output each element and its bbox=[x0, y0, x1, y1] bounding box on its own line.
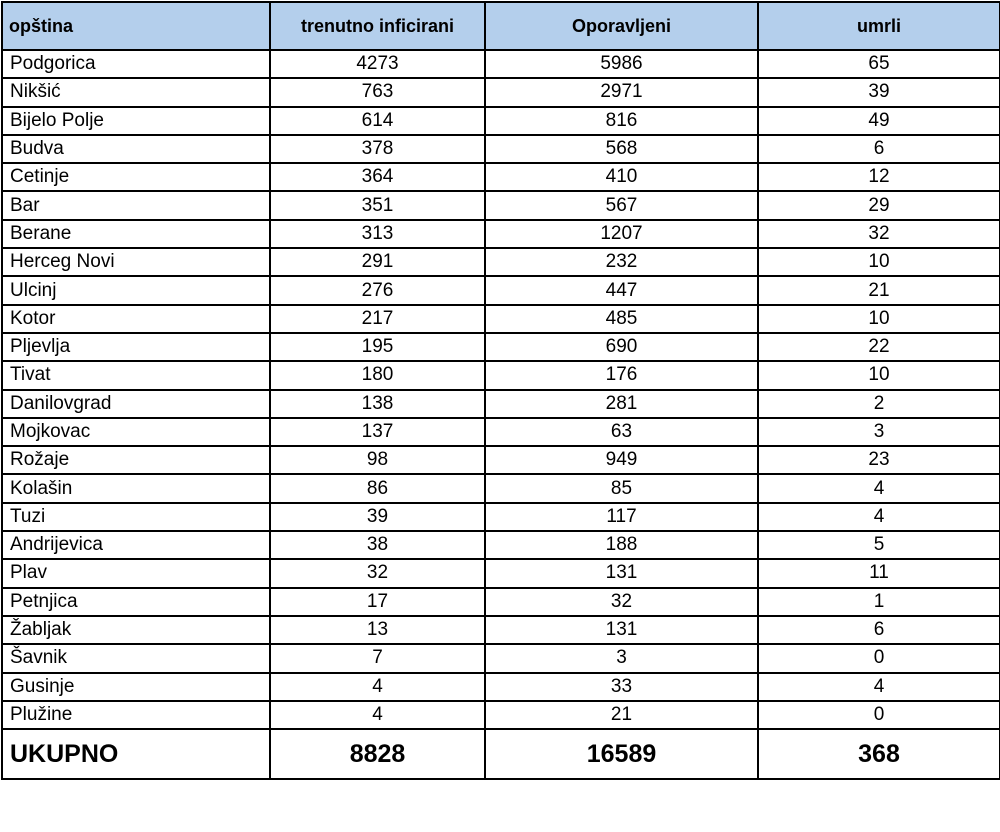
recovered-value: 447 bbox=[485, 276, 758, 304]
recovered-value: 568 bbox=[485, 135, 758, 163]
table-row bbox=[2, 616, 1000, 644]
currently-infected-value: 614 bbox=[270, 107, 485, 135]
currently-infected-value: 180 bbox=[270, 361, 485, 389]
header-row bbox=[2, 2, 1000, 50]
deceased-value: 12 bbox=[758, 163, 1000, 191]
deceased-value: 39 bbox=[758, 78, 1000, 106]
municipality-name: Mojkovac bbox=[2, 418, 270, 446]
currently-infected-value: 378 bbox=[270, 135, 485, 163]
municipality-name: Podgorica bbox=[2, 50, 270, 78]
municipality-name: Bar bbox=[2, 191, 270, 219]
deceased-value: 10 bbox=[758, 361, 1000, 389]
municipality-name: Budva bbox=[2, 135, 270, 163]
municipality-name: Herceg Novi bbox=[2, 248, 270, 276]
total-deceased: 368 bbox=[758, 729, 1000, 779]
municipality-name: Danilovgrad bbox=[2, 390, 270, 418]
currently-infected-value: 4273 bbox=[270, 50, 485, 78]
recovered-value: 85 bbox=[485, 474, 758, 502]
table-row bbox=[2, 220, 1000, 248]
recovered-value: 188 bbox=[485, 531, 758, 559]
total-currently-infected: 8828 bbox=[270, 729, 485, 779]
currently-infected-value: 195 bbox=[270, 333, 485, 361]
total-recovered: 16589 bbox=[485, 729, 758, 779]
currently-infected-value: 32 bbox=[270, 559, 485, 587]
table-row bbox=[2, 390, 1000, 418]
recovered-value: 485 bbox=[485, 305, 758, 333]
table-row bbox=[2, 191, 1000, 219]
recovered-value: 816 bbox=[485, 107, 758, 135]
currently-infected-value: 276 bbox=[270, 276, 485, 304]
table-row bbox=[2, 305, 1000, 333]
table-row bbox=[2, 361, 1000, 389]
municipality-name: Kotor bbox=[2, 305, 270, 333]
recovered-value: 5986 bbox=[485, 50, 758, 78]
table-row bbox=[2, 50, 1000, 78]
municipality-name: Žabljak bbox=[2, 616, 270, 644]
deceased-value: 65 bbox=[758, 50, 1000, 78]
recovered-value: 131 bbox=[485, 616, 758, 644]
table-row bbox=[2, 474, 1000, 502]
table-row bbox=[2, 163, 1000, 191]
table-row bbox=[2, 559, 1000, 587]
currently-infected-value: 4 bbox=[270, 701, 485, 729]
recovered-value: 232 bbox=[485, 248, 758, 276]
total-row bbox=[2, 729, 1000, 779]
deceased-value: 11 bbox=[758, 559, 1000, 587]
currently-infected-value: 39 bbox=[270, 503, 485, 531]
deceased-value: 22 bbox=[758, 333, 1000, 361]
currently-infected-value: 4 bbox=[270, 673, 485, 701]
recovered-value: 63 bbox=[485, 418, 758, 446]
currently-infected-value: 98 bbox=[270, 446, 485, 474]
municipality-name: Gusinje bbox=[2, 673, 270, 701]
table-row bbox=[2, 276, 1000, 304]
municipality-name: Bijelo Polje bbox=[2, 107, 270, 135]
deceased-value: 3 bbox=[758, 418, 1000, 446]
municipality-name: Plužine bbox=[2, 701, 270, 729]
deceased-value: 4 bbox=[758, 474, 1000, 502]
municipality-name: Tivat bbox=[2, 361, 270, 389]
currently-infected-value: 351 bbox=[270, 191, 485, 219]
municipality-name: Kolašin bbox=[2, 474, 270, 502]
table-row bbox=[2, 107, 1000, 135]
table-row bbox=[2, 446, 1000, 474]
deceased-value: 32 bbox=[758, 220, 1000, 248]
currently-infected-value: 86 bbox=[270, 474, 485, 502]
recovered-value: 949 bbox=[485, 446, 758, 474]
recovered-value: 3 bbox=[485, 644, 758, 672]
currently-infected-value: 138 bbox=[270, 390, 485, 418]
recovered-value: 2971 bbox=[485, 78, 758, 106]
deceased-value: 23 bbox=[758, 446, 1000, 474]
column-header-recovered: Oporavljeni bbox=[485, 2, 758, 50]
table-row bbox=[2, 531, 1000, 559]
municipality-name: Tuzi bbox=[2, 503, 270, 531]
column-header-deceased: umrli bbox=[758, 2, 1000, 50]
deceased-value: 10 bbox=[758, 248, 1000, 276]
table-row bbox=[2, 588, 1000, 616]
deceased-value: 2 bbox=[758, 390, 1000, 418]
recovered-value: 33 bbox=[485, 673, 758, 701]
table-row bbox=[2, 248, 1000, 276]
recovered-value: 21 bbox=[485, 701, 758, 729]
municipality-name: Pljevlja bbox=[2, 333, 270, 361]
column-header-municipality: opština bbox=[2, 2, 270, 50]
table-row bbox=[2, 418, 1000, 446]
deceased-value: 4 bbox=[758, 503, 1000, 531]
deceased-value: 0 bbox=[758, 644, 1000, 672]
municipality-name: Andrijevica bbox=[2, 531, 270, 559]
deceased-value: 10 bbox=[758, 305, 1000, 333]
deceased-value: 4 bbox=[758, 673, 1000, 701]
recovered-value: 176 bbox=[485, 361, 758, 389]
table-row bbox=[2, 673, 1000, 701]
deceased-value: 6 bbox=[758, 616, 1000, 644]
deceased-value: 5 bbox=[758, 531, 1000, 559]
table-row bbox=[2, 333, 1000, 361]
currently-infected-value: 313 bbox=[270, 220, 485, 248]
currently-infected-value: 137 bbox=[270, 418, 485, 446]
currently-infected-value: 364 bbox=[270, 163, 485, 191]
municipality-name: Ulcinj bbox=[2, 276, 270, 304]
municipality-name: Rožaje bbox=[2, 446, 270, 474]
deceased-value: 1 bbox=[758, 588, 1000, 616]
municipality-name: Šavnik bbox=[2, 644, 270, 672]
table-row bbox=[2, 644, 1000, 672]
table-row bbox=[2, 503, 1000, 531]
deceased-value: 0 bbox=[758, 701, 1000, 729]
municipality-name: Petnjica bbox=[2, 588, 270, 616]
recovered-value: 281 bbox=[485, 390, 758, 418]
currently-infected-value: 217 bbox=[270, 305, 485, 333]
municipality-name: Berane bbox=[2, 220, 270, 248]
currently-infected-value: 763 bbox=[270, 78, 485, 106]
currently-infected-value: 38 bbox=[270, 531, 485, 559]
currently-infected-value: 13 bbox=[270, 616, 485, 644]
column-header-currently-infected: trenutno inficirani bbox=[270, 2, 485, 50]
table-body bbox=[2, 50, 1000, 729]
table-row bbox=[2, 78, 1000, 106]
currently-infected-value: 17 bbox=[270, 588, 485, 616]
recovered-value: 32 bbox=[485, 588, 758, 616]
municipality-name: Cetinje bbox=[2, 163, 270, 191]
deceased-value: 49 bbox=[758, 107, 1000, 135]
recovered-value: 131 bbox=[485, 559, 758, 587]
recovered-value: 410 bbox=[485, 163, 758, 191]
municipality-stats-table bbox=[1, 1, 1000, 780]
recovered-value: 117 bbox=[485, 503, 758, 531]
deceased-value: 6 bbox=[758, 135, 1000, 163]
table-row bbox=[2, 135, 1000, 163]
municipality-name: Nikšić bbox=[2, 78, 270, 106]
recovered-value: 1207 bbox=[485, 220, 758, 248]
recovered-value: 690 bbox=[485, 333, 758, 361]
currently-infected-value: 7 bbox=[270, 644, 485, 672]
total-label: UKUPNO bbox=[2, 729, 270, 779]
municipality-name: Plav bbox=[2, 559, 270, 587]
deceased-value: 29 bbox=[758, 191, 1000, 219]
currently-infected-value: 291 bbox=[270, 248, 485, 276]
table-row bbox=[2, 701, 1000, 729]
deceased-value: 21 bbox=[758, 276, 1000, 304]
recovered-value: 567 bbox=[485, 191, 758, 219]
